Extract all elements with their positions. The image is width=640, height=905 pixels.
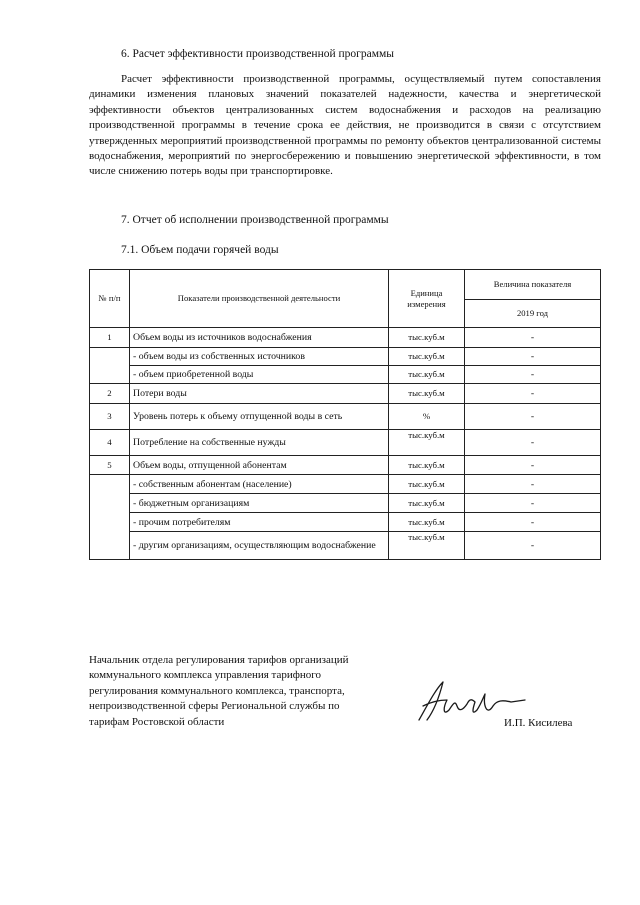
section-7-1-heading: 7.1. Объем подачи горячей воды [121,244,279,256]
table-row [90,513,601,532]
table-row [90,328,601,348]
row-unit: тыс.куб.м [389,456,465,475]
row-name: - объем воды из собственных источников [130,348,389,366]
table-row [90,348,601,366]
row-name: Объем воды из источников водоснабжения [130,328,389,348]
row-value: - [465,404,601,430]
row-name: - другим организациям, осуществляющим водоснабжение [130,532,389,560]
row-value: - [465,430,601,456]
table-row [90,456,601,475]
signatory-position: Начальник отдела регулирования тарифов организаций коммунального комплекса управления тарифного регулирования коммунального комплекса, транспорта, непроизводственной сферы Региональной службы по тарифам Ростовской области [89,654,349,728]
row-unit: тыс.куб.м [389,430,465,456]
row-value: - [465,384,601,404]
row-value: - [465,532,601,560]
table-row [90,475,601,494]
table-row [90,366,601,384]
table-row [90,384,601,404]
header-unit: Единица измерения [389,270,465,328]
header-year: 2019 год [465,300,601,328]
header-indicator: Показатели производственной деятельности [130,270,389,328]
section-6-paragraph: Расчет эффективности производственной программы, осуществляемый путем сопоставления динамики изменения плановых значений показателей надежности, качества и энергетической эффективности объектов централизованных систем водоснабжения и расходов на реализацию производственной программы в течение срока ее действия, не производится в связи с отсутствием утвержденных мероприятий производственной программы по ремонту объектов централизованной системы водоснабжения, мероприятий по энергосбережению и повышению энергетической эффективности, в том числе снижению потерь воды при транспортировке. [89,73,601,178]
row-name: Потребление на собственные нужды [130,430,389,456]
row-unit: тыс.куб.м [389,475,465,494]
row-name: Уровень потерь к объему отпущенной воды в сеть [130,404,389,430]
row-value: - [465,348,601,366]
row-value: - [465,475,601,494]
row-unit: тыс.куб.м [389,513,465,532]
row-unit: тыс.куб.м [389,328,465,348]
row-name: - объем приобретенной воды [130,366,389,384]
header-num: № п/п [90,270,130,328]
row-unit: тыс.куб.м [389,532,465,560]
row-name: - бюджетным организациям [130,494,389,513]
section-6-heading: 6. Расчет эффективности производственной программы [121,48,395,60]
row-value: - [465,494,601,513]
section-7-heading: 7. Отчет об исполнении производственной программы [121,214,389,226]
row-unit: тыс.куб.м [389,494,465,513]
row-unit: тыс.куб.м [389,384,465,404]
row-unit: тыс.куб.м [389,366,465,384]
row-num [90,475,130,560]
row-unit: тыс.куб.м [389,348,465,366]
row-value: - [465,366,601,384]
row-value: - [465,456,601,475]
row-name: - собственным абонентам (население) [130,475,389,494]
header-value-group: Величина показателя [465,270,601,300]
row-num: 3 [90,404,130,430]
row-value: - [465,328,601,348]
row-value: - [465,513,601,532]
signer-name: И.П. Кисилева [504,717,573,729]
row-name: - прочим потребителям [130,513,389,532]
row-num: 1 [90,328,130,348]
table-row [90,532,601,560]
row-num: 4 [90,430,130,456]
table-row [90,430,601,456]
row-num: 2 [90,384,130,404]
row-unit: % [389,404,465,430]
row-num: 5 [90,456,130,475]
water-supply-table [89,269,601,560]
row-name: Объем воды, отпущенной абонентам [130,456,389,475]
table-row [90,404,601,430]
row-num [90,348,130,384]
table-row [90,494,601,513]
row-name: Потери воды [130,384,389,404]
